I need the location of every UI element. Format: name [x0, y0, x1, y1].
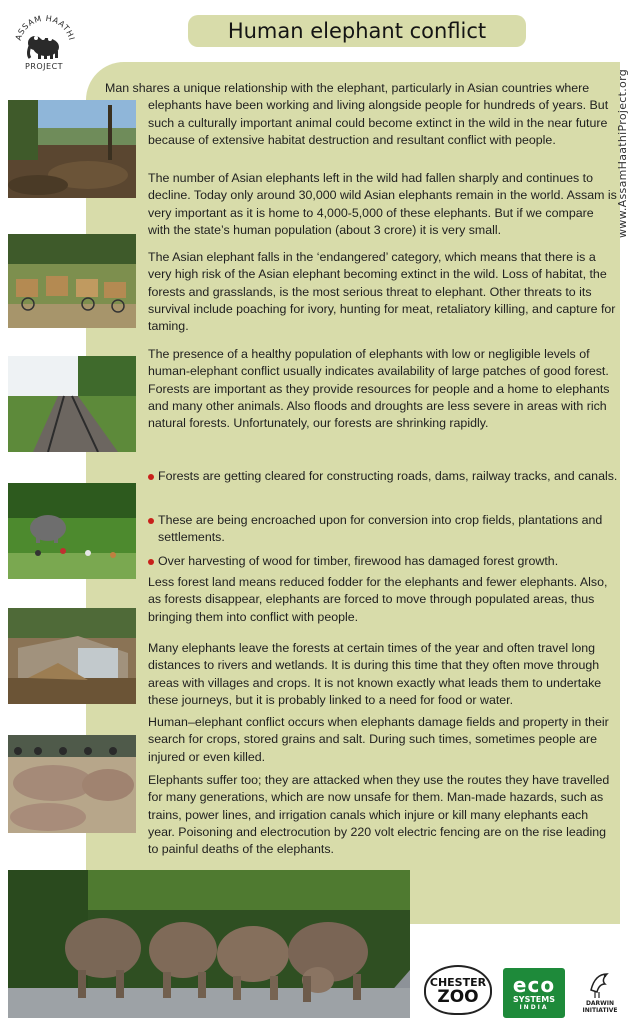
paragraph-elephants-suffer: Elephants suffer too; they are attacked when they use the routes they have travelled for many generations, which are now unsafe for them. Man-made hazards, such as trains, power lines, and irrigation canals which injure or kill many elephants each year. Poisoning and electrocution by 220 volt electric fencing are on the rise leading to painful deaths of the elephants. [148, 773, 610, 857]
paragraph-intro-text: Man shares a unique relationship with the elephant, particularly in Asian countries where elephants have been working and living alongside people for hundreds of years. But such a culturally important animal could become extinct in the wild in the near future because of extensive habitat destruction and resultant conflict with people. [105, 81, 609, 147]
photo-railway-track [8, 356, 136, 452]
darwin-initiative-logo [580, 965, 620, 1017]
paragraph-conflict: Human–elephant conflict occurs when elephants damage fields and property in their search for crops, stored grains and salt. During such times, sometimes people are injured or even killed. [148, 715, 609, 764]
chester-zoo-line1: CHESTER [429, 976, 487, 989]
bullet-text: Forests are getting cleared for constructing roads, dams, railway tracks, and canals. [158, 469, 618, 483]
bullet-dot-icon [148, 518, 154, 524]
paragraph-endangered: The Asian elephant falls in the ‘endangered’ category, which means that there is a very high risk of the Asian elephant becoming extinct in the wild. Loss of habitat, the forests and grasslands, is the most serious threat to elephant. Other threats to its survival include poaching for ivory, hunting for meat, retaliatory killing, and capture for taming. [148, 250, 616, 334]
eco-line2: SYSTEMS [513, 995, 555, 1004]
bullet-item [148, 512, 618, 547]
photo-wood-carriers [8, 234, 136, 328]
paragraph-intro [105, 80, 610, 149]
photo-dead-elephants [8, 735, 136, 833]
bullet-dot-icon [148, 474, 154, 480]
bullet-item [148, 553, 618, 570]
bullet-text: These are being encroached upon for conversion into crop fields, plantations and settlements. [158, 513, 603, 545]
svg-text:ASSAM HAATHI: ASSAM HAATHI [13, 13, 77, 42]
photo-damaged-house [8, 608, 136, 704]
paragraph-fodder: Less forest land means reduced fodder for the elephants and fewer elephants. Also, as forests disappear, elephants are forced to move through populated areas, thus bringing them into conflict with people. [148, 575, 608, 624]
chester-zoo-line2: ZOO [437, 987, 479, 1007]
bullet-item [148, 468, 618, 485]
bullet-text: Over harvesting of wood for timber, firewood has damaged forest growth. [158, 554, 559, 568]
paragraph-migration: Many elephants leave the forests at certain times of the year and often travel long distances to rivers and wetlands. It is during this time that they often move through areas with villages and crops. It is not known exactly what leads them to undertake these journeys, but it is probably linked to a need for food or water. [148, 641, 602, 707]
title-banner [188, 15, 526, 47]
bird-icon [585, 968, 615, 1000]
darwin-line1: DARWIN [585, 1000, 615, 1007]
paragraph-population: The number of Asian elephants left in the wild had fallen sharply and continues to decline. Today only around 30,000 wild Asian elephants remain in the world. Assam is very important as it is home to 4,000-5,000 of these elephants. But if we compare with the state’s human population (about 3 crore) it is very small. [148, 171, 617, 237]
darwin-line2: INITIATIVE [582, 1007, 618, 1014]
eco-line1: eco [512, 973, 556, 997]
logo-project-text: PROJECT [25, 62, 64, 71]
website-url: www.AssamHaathiProject.org [616, 69, 629, 238]
paragraph-forests: The presence of a healthy population of elephants with low or negligible levels of human-elephant conflict usually indicates availability of large patches of good forest. Forests are important as they provide resources for people and a home to elephants and many other animals. Also floods and droughts are less severe in areas with rich natural forests. Unfortunately, our forests are shrinking rapidly. [148, 347, 610, 431]
photo-elephant-fields [8, 483, 136, 579]
ecosystems-india-logo [503, 968, 565, 1018]
page-title: Human elephant conflict [227, 19, 487, 43]
assam-haathi-project-logo [12, 10, 78, 76]
bullet-dot-icon [148, 559, 154, 565]
eco-line3: INDIA [519, 1004, 549, 1011]
chester-zoo-logo [424, 965, 492, 1015]
photo-elephant-herd-road [8, 870, 410, 1018]
